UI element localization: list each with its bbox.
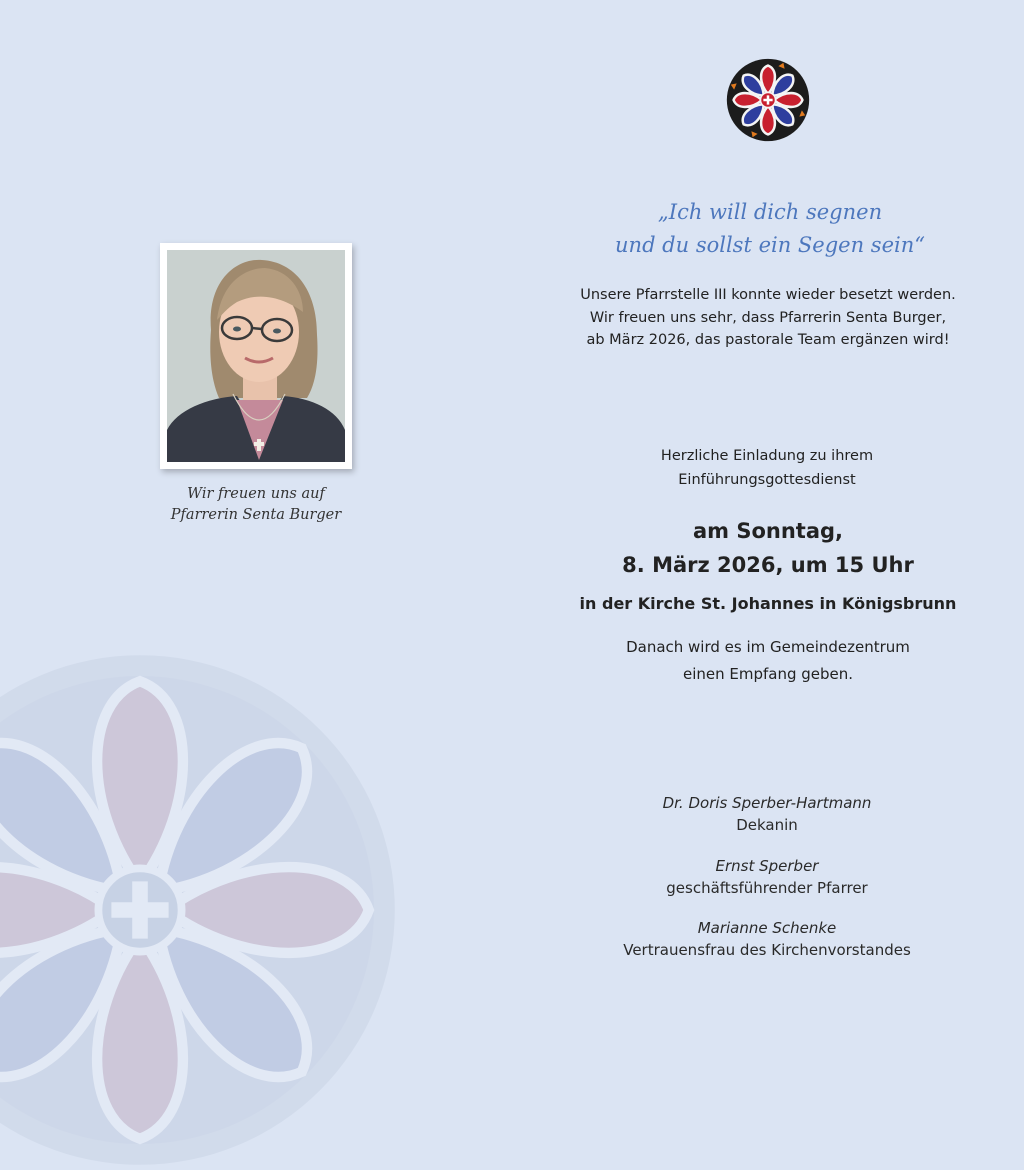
bible-quote bbox=[560, 196, 980, 262]
reception-line2: einen Empfang geben. bbox=[682, 665, 854, 683]
announcement-text bbox=[540, 284, 996, 352]
event-datetime: 8. März 2026, um 15 Uhr bbox=[622, 553, 914, 577]
event-location: in der Kirche St. Johannes in Königsbrunn bbox=[579, 594, 957, 613]
invitation-text bbox=[560, 444, 974, 492]
photo-caption-line2: Pfarrerin Senta Burger bbox=[170, 507, 342, 523]
portrait-photo-frame bbox=[160, 243, 352, 469]
invitation-line2: Einführungsgottesdienst bbox=[678, 472, 856, 488]
photo-caption-line1: Wir freuen uns auf bbox=[187, 486, 325, 502]
announcement-line3: ab März 2026, das pastorale Team ergänzen wird! bbox=[586, 332, 950, 348]
invitation-line1: Herzliche Einladung zu ihrem bbox=[660, 448, 874, 464]
portrait-photo bbox=[167, 250, 345, 462]
announcement-line2: Wir freuen uns sehr, dass Pfarrerin Senta Burger, bbox=[589, 309, 947, 326]
rose-window-watermark bbox=[0, 650, 400, 1170]
signatory-2 bbox=[560, 855, 974, 899]
signatory-name: Dr. Doris Sperber-Hartmann bbox=[662, 794, 872, 812]
event-date bbox=[540, 514, 996, 582]
event-day: am Sonntag, bbox=[692, 519, 844, 543]
signatory-name: Marianne Schenke bbox=[697, 919, 837, 937]
quote-line1: „Ich will dich segnen bbox=[657, 200, 883, 224]
signatory-1 bbox=[560, 792, 974, 836]
signatory-name: Ernst Sperber bbox=[715, 857, 819, 875]
signatory-role: geschäftsführender Pfarrer bbox=[666, 879, 868, 897]
reception-text bbox=[540, 634, 996, 688]
signatory-role: Dekanin bbox=[736, 816, 798, 834]
signatory-role: Vertrauensfrau des Kirchenvorstandes bbox=[623, 941, 911, 959]
reception-line1: Danach wird es im Gemeindezentrum bbox=[626, 638, 910, 656]
signatory-3 bbox=[560, 917, 974, 961]
rose-window-icon bbox=[726, 58, 810, 142]
quote-line2: und du sollst ein Segen sein“ bbox=[615, 233, 925, 257]
photo-caption bbox=[120, 484, 392, 526]
announcement-line1: Unsere Pfarrstelle III konnte wieder besetzt werden. bbox=[580, 287, 956, 303]
